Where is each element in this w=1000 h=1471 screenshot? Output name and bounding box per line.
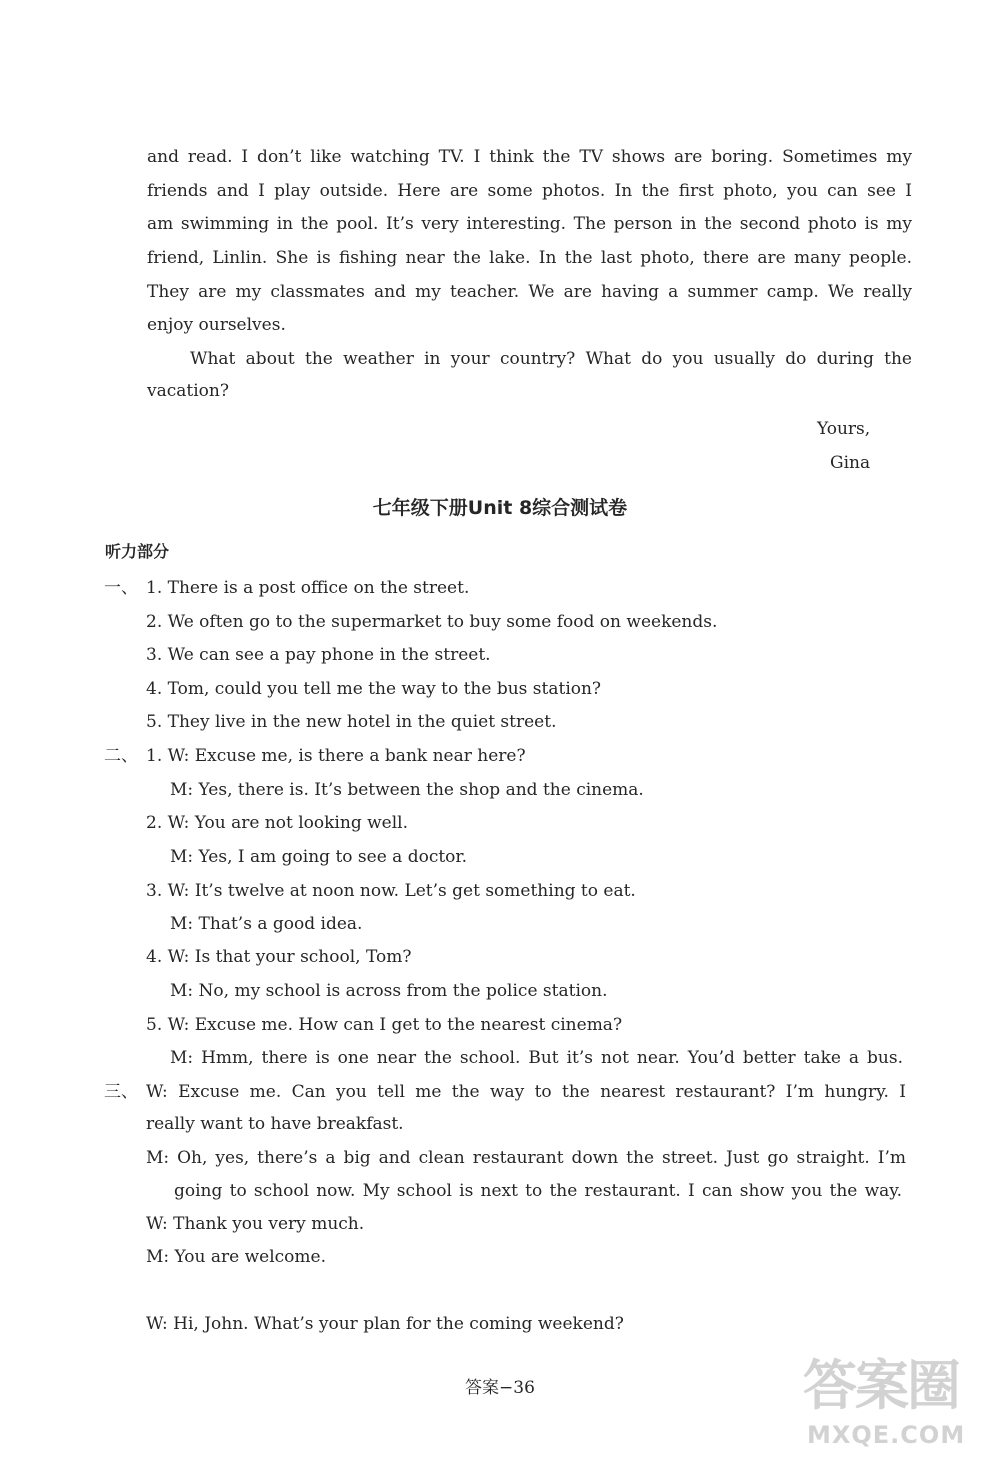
- letter-signature: Gina: [830, 453, 871, 473]
- letter-line-1: and read. I don’t like watching TV. I think the TV shows are boring. Sometimes my: [147, 147, 912, 167]
- letter-line-6: enjoy ourselves.: [147, 315, 286, 335]
- watermark-logo-text: 答案圈: [803, 1354, 959, 1417]
- part2-item-2-w: 2. W: You are not looking well.: [146, 813, 408, 833]
- part2-item-3-m: M: That’s a good idea.: [170, 914, 363, 934]
- letter-line-7: What about the weather in your country? What do you usually do during the: [190, 349, 912, 369]
- part2-item-2-m: M: Yes, I am going to see a doctor.: [170, 847, 468, 867]
- part1-item-1: 1. There is a post office on the street.: [146, 578, 470, 598]
- part1-item-2: 2. We often go to the supermarket to buy some food on weekends.: [146, 612, 718, 632]
- part2-item-1-w: 1. W: Excuse me, is there a bank near here?: [146, 746, 526, 766]
- test-title: 七年级下册Unit 8综合测试卷: [372, 497, 628, 519]
- letter-line-8: vacation?: [147, 381, 229, 401]
- part3-line-3: M: Oh, yes, there’s a big and clean restaurant down the street. Just go straight. I’m: [146, 1148, 906, 1168]
- part2-item-5-w: 5. W: Excuse me. How can I get to the nearest cinema?: [146, 1015, 623, 1035]
- part3-marker: 三、: [104, 1082, 138, 1102]
- part2-item-1-m: M: Yes, there is. It’s between the shop and the cinema.: [170, 780, 644, 800]
- page-number: 答案−36: [465, 1378, 535, 1398]
- letter-closing: Yours,: [817, 419, 871, 439]
- part2-item-3-w: 3. W: It’s twelve at noon now. Let’s get something to eat.: [146, 881, 636, 901]
- letter-line-5: They are my classmates and my teacher. We are having a summer camp. We really: [147, 282, 912, 302]
- part1-marker: 一、: [104, 578, 138, 598]
- part1-item-5: 5. They live in the new hotel in the quiet street.: [146, 712, 557, 732]
- part2-item-4-m: M: No, my school is across from the police station.: [170, 981, 608, 1001]
- letter-line-4: friend, Linlin. She is fishing near the lake. In the last photo, there are many people.: [147, 248, 912, 268]
- part3-line-2: really want to have breakfast.: [146, 1114, 404, 1134]
- part3-line-4: going to school now. My school is next to the restaurant. I can show you the way.: [174, 1181, 902, 1201]
- letter-line-2: friends and I play outside. Here are some photos. In the first photo, you can see I: [147, 181, 912, 201]
- letter-line-3: am swimming in the pool. It’s very interesting. The person in the second photo is my: [147, 214, 912, 234]
- watermark-url: MXQE.COM: [807, 1421, 966, 1449]
- part3-line-7: W: Hi, John. What’s your plan for the coming weekend?: [146, 1314, 624, 1334]
- section-heading: 听力部分: [105, 542, 170, 561]
- part2-item-5-m: M: Hmm, there is one near the school. But it’s not near. You’d better take a bus.: [170, 1048, 903, 1068]
- part3-line-1: W: Excuse me. Can you tell me the way to the nearest restaurant? I’m hungry. I: [146, 1082, 906, 1102]
- site-watermark: [803, 1343, 988, 1463]
- part2-item-4-w: 4. W: Is that your school, Tom?: [146, 947, 412, 967]
- part2-marker: 二、: [104, 746, 138, 766]
- part1-item-4: 4. Tom, could you tell me the way to the bus station?: [146, 679, 602, 699]
- part1-item-3: 3. We can see a pay phone in the street.: [146, 645, 491, 665]
- part3-line-5: W: Thank you very much.: [146, 1214, 365, 1234]
- part3-line-6: M: You are welcome.: [146, 1247, 326, 1267]
